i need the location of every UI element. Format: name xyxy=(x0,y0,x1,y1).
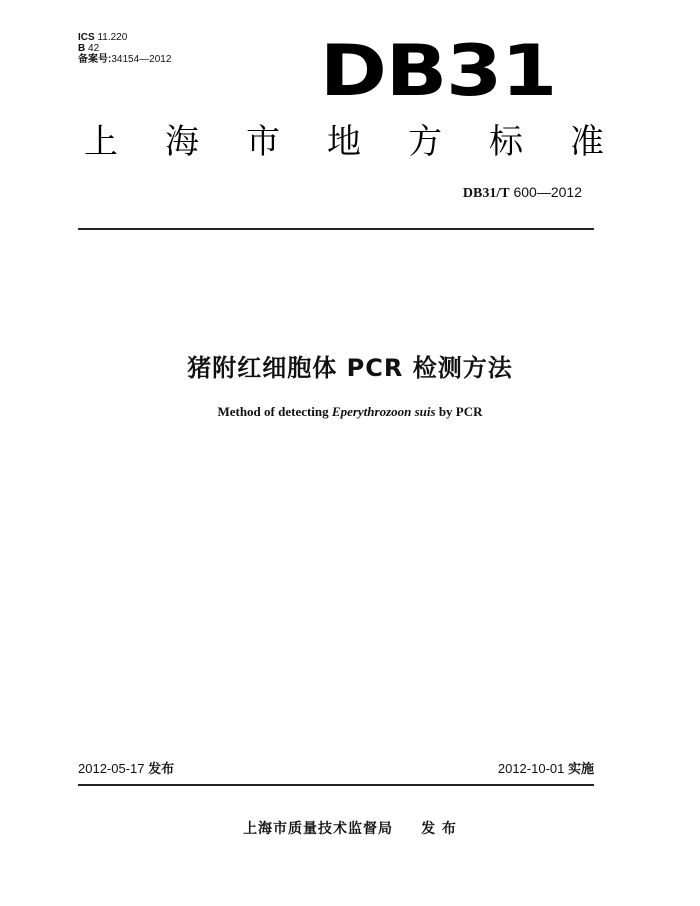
document-title-english: Method of detecting Eperythrozoon suis by PCR xyxy=(217,404,483,419)
db31-logo: DB31 xyxy=(319,30,556,113)
title-char: 准 xyxy=(570,122,604,162)
implement-date: 2012-10-01 实施 xyxy=(497,761,594,776)
title-char: 市 xyxy=(246,122,280,162)
title-char: 方 xyxy=(408,122,442,162)
issuing-authority: 上海市质量技术监督局 发 布 xyxy=(243,821,457,837)
publish-date: 2012-05-17 发布 xyxy=(78,761,175,776)
document-title-chinese: 猪附红细胞体 PCR 检测方法 xyxy=(187,354,513,382)
standard-metadata xyxy=(78,32,171,65)
title-char: 标 xyxy=(489,122,523,162)
standard-number: DB31/T 600—2012 xyxy=(462,184,582,201)
standard-type-title xyxy=(84,122,604,162)
title-char: 海 xyxy=(165,122,199,162)
title-char: 地 xyxy=(327,122,361,162)
record-number: 备案号:34154—2012 xyxy=(78,54,172,65)
header-divider xyxy=(78,228,594,230)
footer-divider xyxy=(78,784,594,786)
ccs-code: B 42 xyxy=(78,43,100,54)
title-char: 上 xyxy=(84,122,118,162)
ics-code: ICS 11.220 xyxy=(78,32,128,43)
species-name: Eperythrozoon suis xyxy=(331,404,436,419)
